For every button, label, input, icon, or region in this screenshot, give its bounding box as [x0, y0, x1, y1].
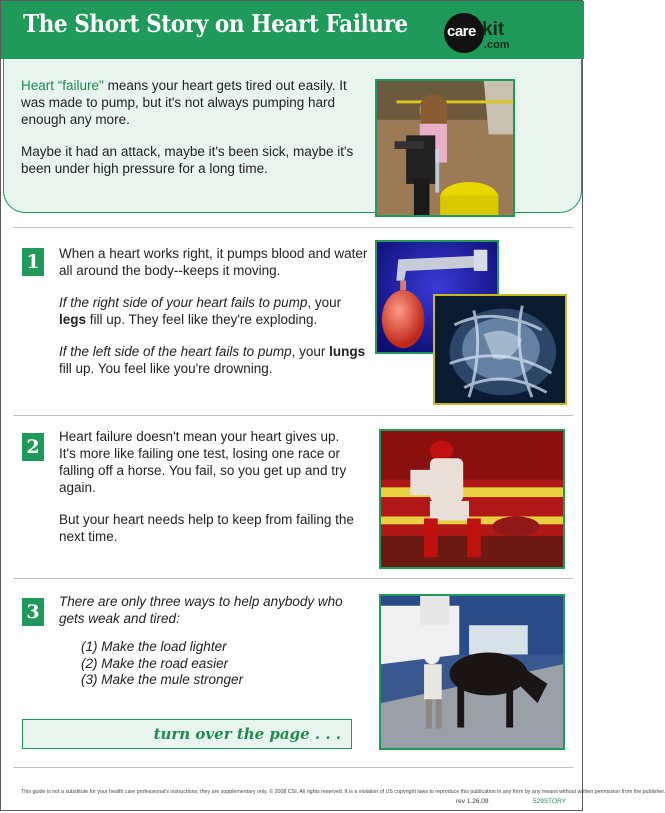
page-title: The Short Story on Heart Failure	[23, 9, 408, 38]
intro-paragraph-1	[21, 77, 361, 128]
section-1-number: 1	[22, 248, 44, 276]
section-2-paragraph-2: But your heart needs help to keep from failing the next time.	[59, 512, 354, 544]
photo-girl-water-pump-image	[377, 81, 513, 215]
divider-3	[13, 578, 573, 579]
section-2-paragraph-1: Heart failure doesn't mean your heart gives up. It's more like failing one test, losing one race or falling off a horse. You fail, so you get up and try again.	[59, 429, 347, 495]
section-3-number: 3	[22, 598, 44, 626]
intro-lead-highlight: Heart “failure"	[21, 78, 104, 93]
section-1-text	[59, 245, 369, 392]
intro-lead-rest: means your heart gets tired out easily. It was made to pump, but it's not always pumping hard enough any more.	[21, 78, 347, 127]
photo-baseball-player-image	[381, 431, 563, 567]
section-1-paragraph-3	[59, 343, 369, 377]
way-item-3: (3) Make the mule stronger	[81, 672, 244, 687]
section-1-left-side-pre: , your	[291, 344, 330, 359]
section-1-left-side-post: fill up. You feel like you're drowning.	[59, 361, 273, 376]
section-3-text	[59, 593, 359, 642]
section-1-paragraph-1: When a heart works right, it pumps blood and water all around the body--keeps it moving.	[59, 246, 368, 278]
section-1-left-side-italic: If the left side of the heart fails to pump	[59, 344, 292, 359]
photo-man-with-mule	[379, 594, 565, 750]
way-item-1: (1) Make the load lighter	[81, 639, 227, 654]
logo-kit-text: kit	[482, 19, 505, 40]
ways-list	[81, 639, 243, 689]
section-2-text	[59, 428, 359, 560]
section-1-legs-bold: legs	[59, 312, 87, 327]
carekit-logo	[444, 11, 510, 53]
photo-lung-xray-image	[435, 296, 565, 403]
divider-1	[13, 227, 573, 228]
section-1-right-side-post: fill up. They feel like they're exploding.	[86, 312, 318, 327]
section-1-right-side-pre: , your	[307, 295, 342, 310]
section-1-paragraph-2	[59, 294, 369, 328]
intro-text	[21, 77, 361, 192]
turn-over-banner	[22, 719, 352, 749]
section-2-number: 2	[22, 433, 44, 461]
way-item-2: (2) Make the road easier	[81, 655, 229, 671]
photo-lung-xray	[433, 294, 567, 405]
section-1-lungs-bold: lungs	[329, 344, 366, 359]
intro-paragraph-2: Maybe it had an attack, maybe it's been sick, maybe it's been under high pressure for a long time.	[21, 144, 354, 176]
divider-4	[13, 767, 573, 768]
header-bar	[1, 1, 584, 59]
photo-man-with-mule-image	[381, 596, 563, 748]
document-code: 529STORY	[533, 798, 567, 805]
revision-date: rev 1.26.09	[456, 798, 489, 805]
divider-2	[13, 415, 573, 416]
photo-girl-water-pump	[375, 79, 515, 217]
footer-disclaimer: This guide is not a substitute for your health care professional's instructions; they are supplementary only. © 2008 CSI. All rights reserved. It is a violation of US copyright laws to reproduce this publication in any form by any means without written permission from the publisher.	[21, 789, 665, 795]
section-1-right-side-italic: If the right side of your heart fails to pump	[59, 295, 308, 310]
photo-baseball-player	[379, 429, 565, 569]
section-3-paragraph-1: There are only three ways to help anybody who gets weak and tired:	[59, 594, 343, 626]
turn-over-text: turn over the page . . .	[153, 725, 341, 743]
logo-care-text: care	[447, 23, 476, 40]
logo-com-text: .com	[484, 39, 510, 51]
